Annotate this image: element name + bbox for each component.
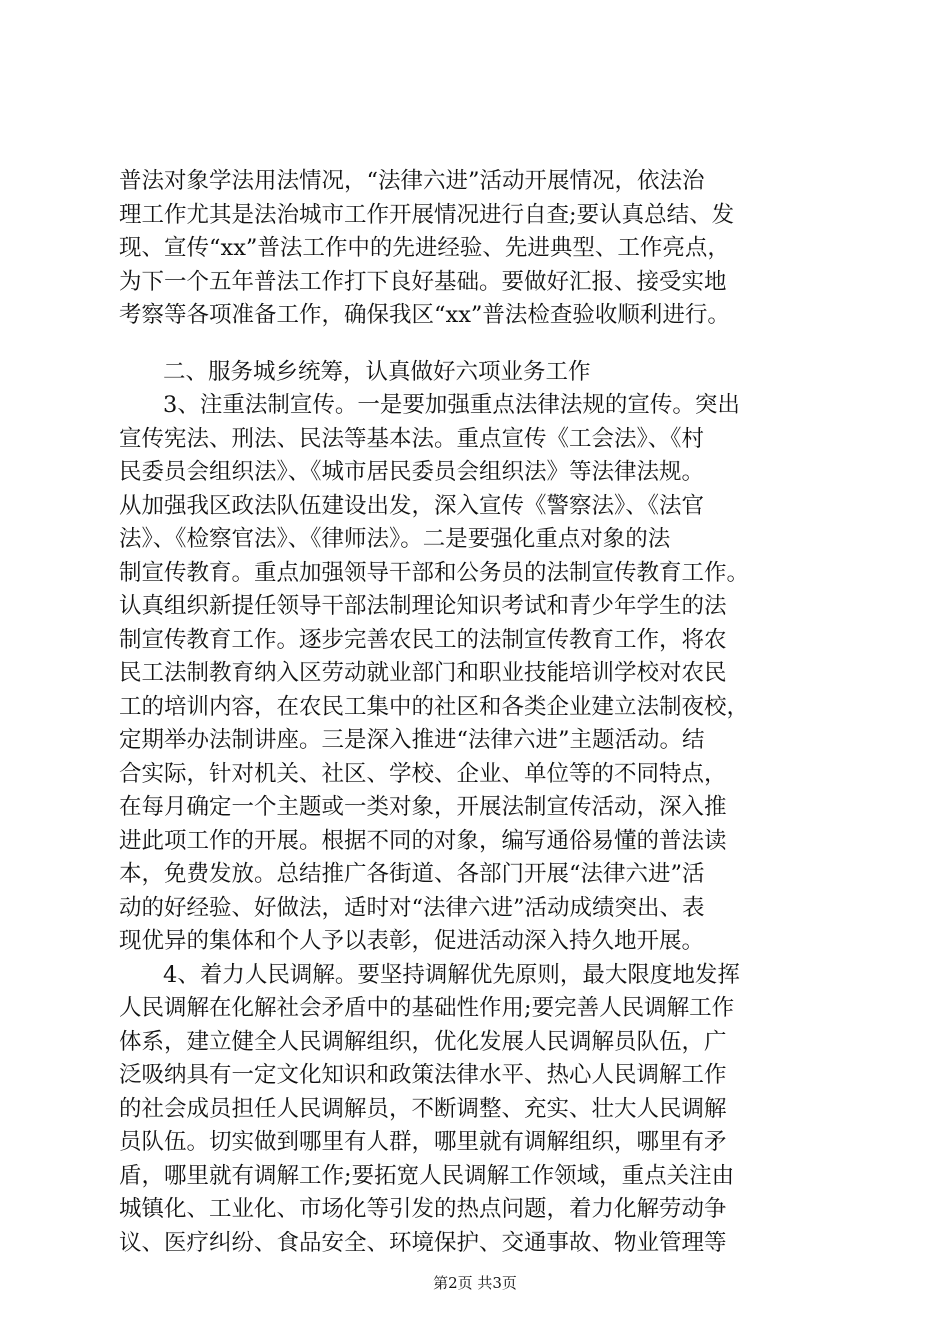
text-line: 城镇化、工业化、市场化等引发的热点问题，着力化解劳动争 bbox=[119, 1196, 727, 1222]
text-line: 工的培训内容，在农民工集中的社区和各类企业建立法制夜校， bbox=[119, 693, 750, 720]
text-line: 现优异的集体和个人予以表彰，促进活动深入持久地开展。 bbox=[119, 928, 705, 954]
text-line: 在每月确定一个主题或一类对象，开展法制宣传活动，深入推 bbox=[119, 794, 727, 820]
document-body bbox=[119, 165, 835, 1260]
text-line: 泛吸纳具有一定文化知识和政策法律水平、热心人民调解工作 bbox=[119, 1062, 727, 1088]
paragraph-mediation bbox=[119, 959, 835, 1261]
text-line: 从加强我区政法队伍建设出发，深入宣传《警察法》、《法官 bbox=[119, 492, 705, 519]
text-line: 现、宣传“xx”普法工作中的先进经验、先进典型、工作亮点， bbox=[119, 235, 730, 261]
page-footer bbox=[0, 1272, 950, 1293]
paragraph-self-inspection bbox=[119, 165, 835, 333]
text-line: 的社会成员担任人民调解员，不断调整、充实、壮大人民调解 bbox=[119, 1095, 727, 1122]
text-line: 3、注重法制宣传。一是要加强重点法律法规的宣传。突出 bbox=[163, 392, 740, 418]
paragraph-gap bbox=[119, 333, 835, 356]
text-line: 考察等各项准备工作，确保我区“xx”普法检查验收顺利进行。 bbox=[119, 302, 730, 328]
page-number-label: 第2页 共3页 bbox=[433, 1274, 517, 1292]
text-line: 盾，哪里就有调解工作;要拓宽人民调解工作领域，重点关注由 bbox=[119, 1162, 735, 1189]
text-line: 人民调解在化解社会矛盾中的基础性作用;要完善人民调解工作 bbox=[119, 995, 735, 1021]
text-line: 普法对象学法用法情况，“法律六进”活动开展情况，依法治 bbox=[119, 168, 705, 194]
text-line: 合实际，针对机关、社区、学校、企业、单位等的不同特点， bbox=[119, 760, 727, 787]
text-line: 体系，建立健全人民调解组织，优化发展人民调解员队伍，广 bbox=[119, 1028, 727, 1055]
paragraph-legal-publicity bbox=[119, 389, 835, 959]
text-line: 为下一个五年普法工作打下良好基础。要做好汇报、接受实地 bbox=[119, 268, 727, 295]
text-line: 理工作尤其是法治城市工作开展情况进行自查;要认真总结、发 bbox=[119, 201, 735, 228]
section-heading bbox=[119, 356, 835, 390]
text-line: 制宣传教育工作。逐步完善农民工的法制宣传教育工作，将农 bbox=[119, 626, 727, 653]
text-line: 动的好经验、好做法，适时对“法律六进”活动成绩突出、表 bbox=[119, 894, 705, 921]
text-line: 民委员会组织法》、《城市居民委员会组织法》等法律法规。 bbox=[119, 459, 705, 485]
text-line: 制宣传教育。重点加强领导干部和公务员的法制宣传教育工作。 bbox=[119, 559, 750, 586]
text-line: 本，免费发放。总结推广各街道、各部门开展“法律六进”活 bbox=[119, 861, 705, 887]
text-line: 法》、《检察官法》、《律师法》。二是要强化重点对象的法 bbox=[119, 526, 671, 552]
text-line: 4、着力人民调解。要坚持调解优先原则，最大限度地发挥 bbox=[163, 961, 740, 988]
text-line: 进此项工作的开展。根据不同的对象，编写通俗易懂的普法读 bbox=[119, 827, 727, 854]
text-line: 员队伍。切实做到哪里有人群，哪里就有调解组织，哪里有矛 bbox=[119, 1129, 727, 1155]
section-heading-text: 二、服务城乡统筹，认真做好六项业务工作 bbox=[163, 358, 591, 385]
text-line: 宣传宪法、刑法、民法等基本法。重点宣传《工会法》、《村 bbox=[119, 425, 705, 452]
text-line: 认真组织新提任领导干部法制理论知识考试和青少年学生的法 bbox=[119, 593, 727, 619]
text-line: 议、医疗纠纷、食品安全、环境保护、交通事故、物业管理等 bbox=[119, 1229, 727, 1256]
text-line: 民工法制教育纳入区劳动就业部门和职业技能培训学校对农民 bbox=[119, 660, 727, 686]
text-line: 定期举办法制讲座。三是深入推进“法律六进”主题活动。结 bbox=[119, 727, 705, 753]
